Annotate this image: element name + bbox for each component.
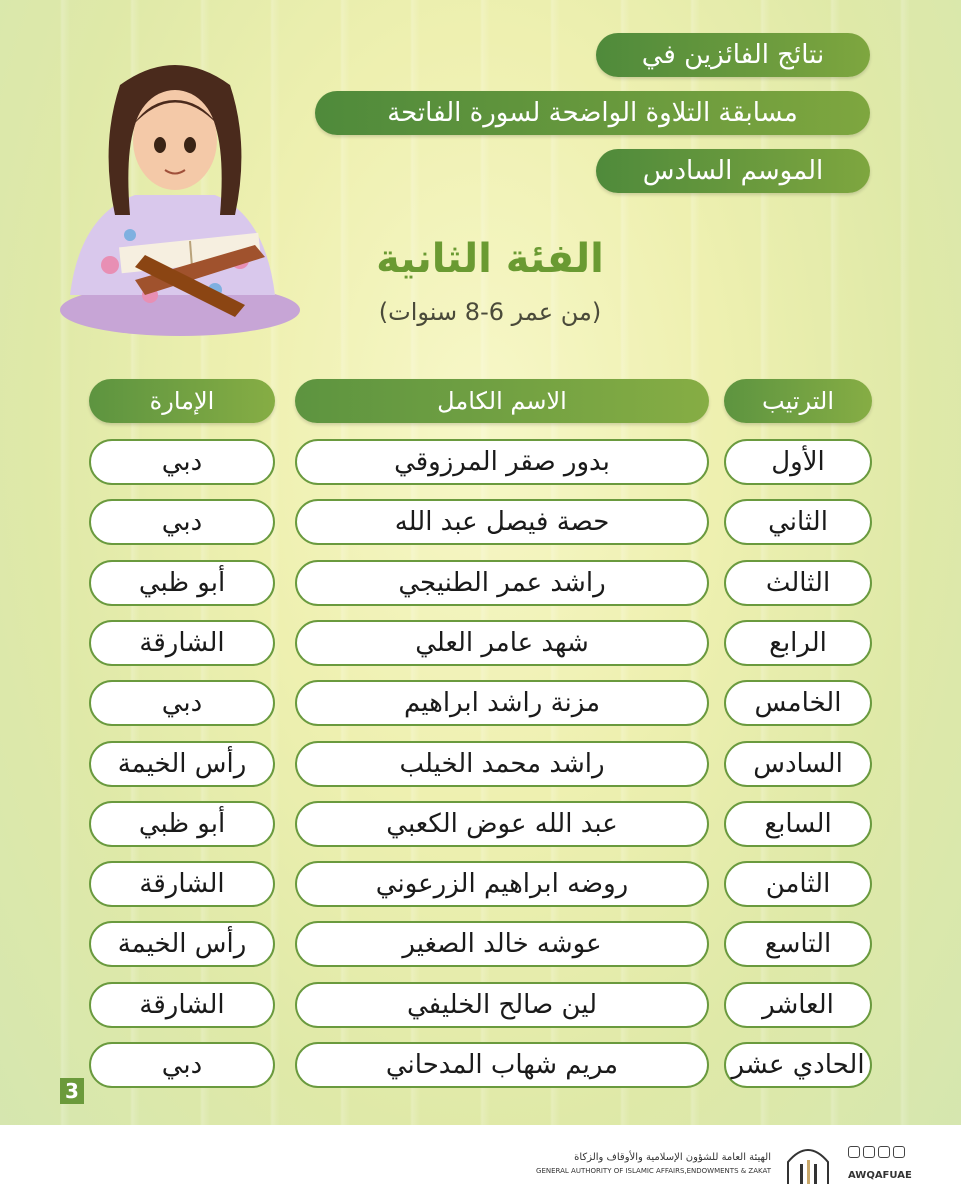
emirate-cell: دبي	[89, 499, 275, 545]
emirate-cell: رأس الخيمة	[89, 741, 275, 787]
x-icon[interactable]	[848, 1146, 860, 1158]
header-name: الاسم الكامل	[295, 379, 709, 423]
rank-cell: الخامس	[724, 680, 872, 726]
name-cell: حصة فيصل عبد الله	[295, 499, 709, 545]
org-name-arabic: الهيئة العامة للشؤون الإسلامية والأوقاف والزكاة	[574, 1152, 771, 1163]
emirate-cell: رأس الخيمة	[89, 921, 275, 967]
social-icons[interactable]	[848, 1146, 905, 1158]
tiktok-icon[interactable]	[863, 1146, 875, 1158]
header-emirate: الإمارة	[89, 379, 275, 423]
header-rank: الترتيب	[724, 379, 872, 423]
name-cell: راشد محمد الخيلب	[295, 741, 709, 787]
emirate-cell: الشارقة	[89, 620, 275, 666]
name-cell: شهد عامر العلي	[295, 620, 709, 666]
name-cell: لين صالح الخليفي	[295, 982, 709, 1028]
rank-cell: التاسع	[724, 921, 872, 967]
rank-cell: الثالث	[724, 560, 872, 606]
rank-cell: السابع	[724, 801, 872, 847]
rank-cell: الحادي عشر	[724, 1042, 872, 1088]
emirate-cell: دبي	[89, 680, 275, 726]
instagram-icon[interactable]	[893, 1146, 905, 1158]
emirate-cell: أبو ظبي	[89, 801, 275, 847]
rank-cell: العاشر	[724, 982, 872, 1028]
title-line-1: نتائج الفائزين في	[596, 33, 870, 77]
emirate-cell: الشارقة	[89, 982, 275, 1028]
category-title: الفئة الثانية	[376, 236, 604, 282]
youtube-icon[interactable]	[878, 1146, 890, 1158]
rank-cell: الأول	[724, 439, 872, 485]
category-subtitle: (من عمر 6-8 سنوات)	[378, 298, 602, 326]
name-cell: راشد عمر الطنيجي	[295, 560, 709, 606]
rank-cell: الرابع	[724, 620, 872, 666]
girl-reading-quran-illustration	[40, 45, 320, 345]
title-line-3: الموسم السادس	[596, 149, 870, 193]
social-handle: AWQAFUAE	[848, 1170, 912, 1181]
emirate-cell: دبي	[89, 439, 275, 485]
rank-cell: السادس	[724, 741, 872, 787]
name-cell: عبد الله عوض الكعبي	[295, 801, 709, 847]
name-cell: بدور صقر المرزوقي	[295, 439, 709, 485]
name-cell: مريم شهاب المدحاني	[295, 1042, 709, 1088]
name-cell: مزنة راشد ابراهيم	[295, 680, 709, 726]
page-number: 3	[60, 1078, 84, 1104]
title-line-2: مسابقة التلاوة الواضحة لسورة الفاتحة	[315, 91, 870, 135]
org-name-english: GENERAL AUTHORITY OF ISLAMIC AFFAIRS,ENDOWMENTS & ZAKAT	[536, 1167, 771, 1175]
name-cell: عوشه خالد الصغير	[295, 921, 709, 967]
rank-cell: الثاني	[724, 499, 872, 545]
org-logo-icon	[782, 1142, 834, 1186]
emirate-cell: الشارقة	[89, 861, 275, 907]
name-cell: روضه ابراهيم الزرعوني	[295, 861, 709, 907]
emirate-cell: دبي	[89, 1042, 275, 1088]
rank-cell: الثامن	[724, 861, 872, 907]
emirate-cell: أبو ظبي	[89, 560, 275, 606]
